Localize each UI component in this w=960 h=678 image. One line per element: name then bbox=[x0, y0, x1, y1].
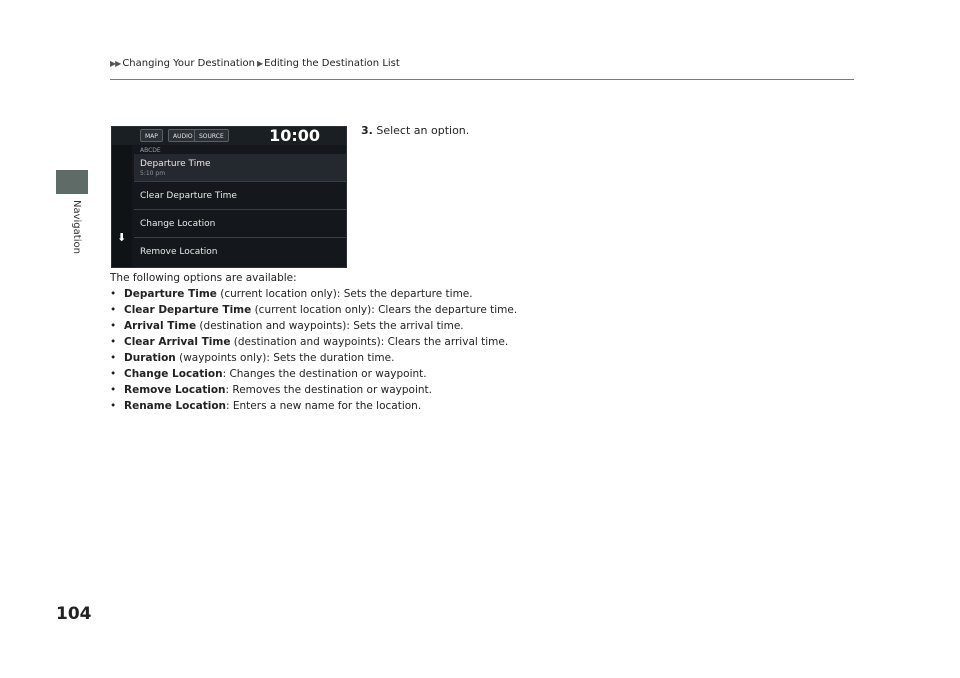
screen-item-sub: 5:10 pm bbox=[140, 169, 166, 177]
screen-list-item bbox=[134, 182, 346, 210]
option-title: Duration bbox=[124, 352, 176, 364]
option-item bbox=[110, 398, 810, 414]
option-desc: (current location only): Clears the departure time. bbox=[251, 304, 518, 316]
option-title: Arrival Time bbox=[124, 320, 197, 332]
source-button: SOURCE bbox=[194, 129, 229, 142]
option-item bbox=[110, 382, 810, 398]
options-intro: The following options are available: bbox=[110, 272, 297, 284]
header-rule bbox=[110, 79, 854, 80]
bullet-icon: • bbox=[110, 288, 117, 300]
bullet-icon: • bbox=[110, 384, 117, 396]
breadcrumb-arrow-icon: ▶▶ bbox=[110, 59, 121, 68]
bullet-icon: • bbox=[110, 336, 117, 348]
bullet-icon: • bbox=[110, 352, 117, 364]
screen-item-label: Remove Location bbox=[140, 247, 218, 257]
option-item bbox=[110, 350, 810, 366]
screen-item-label: Change Location bbox=[140, 218, 216, 229]
step-instruction bbox=[361, 124, 469, 137]
breadcrumb-part-2: Editing the Destination List bbox=[264, 58, 400, 69]
step-text: Select an option. bbox=[376, 124, 470, 137]
screen-list-item bbox=[134, 154, 346, 182]
map-button: MAP bbox=[140, 129, 163, 142]
option-desc: : Removes the destination or waypoint. bbox=[225, 384, 432, 396]
option-desc: : Changes the destination or waypoint. bbox=[222, 368, 427, 380]
bullet-icon: • bbox=[110, 368, 117, 380]
option-title: Clear Departure Time bbox=[124, 304, 252, 316]
screen-item-label: Clear Departure Time bbox=[140, 190, 237, 201]
options-description bbox=[110, 270, 810, 414]
step-number: 3. bbox=[361, 124, 373, 137]
nav-screen-image bbox=[111, 126, 347, 268]
option-title: Departure Time bbox=[124, 288, 217, 300]
screen-clock: 10:00 bbox=[269, 126, 320, 145]
option-desc: (current location only): Sets the departure time. bbox=[216, 288, 473, 300]
option-desc: (destination and waypoints): Clears the arrival time. bbox=[230, 336, 509, 348]
screen-list-header: ABCDE bbox=[140, 147, 161, 154]
screen-scroll-strip bbox=[112, 145, 132, 267]
bullet-icon: • bbox=[110, 304, 117, 316]
option-item bbox=[110, 302, 810, 318]
page-number: 104 bbox=[56, 604, 92, 624]
option-title: Clear Arrival Time bbox=[124, 336, 231, 348]
option-item bbox=[110, 286, 810, 302]
bullet-icon: • bbox=[110, 320, 117, 332]
section-tab bbox=[56, 170, 88, 194]
screen-list-item bbox=[134, 210, 346, 238]
breadcrumb bbox=[110, 58, 400, 69]
option-item bbox=[110, 334, 810, 350]
option-title: Remove Location bbox=[124, 384, 226, 396]
bullet-icon: • bbox=[110, 400, 117, 412]
screen-option-list bbox=[134, 154, 346, 266]
option-title: Rename Location bbox=[124, 400, 227, 412]
option-item bbox=[110, 366, 810, 382]
screen-item-label: Departure Time bbox=[140, 158, 211, 169]
option-title: Change Location bbox=[124, 368, 223, 380]
arrow-down-icon: ⬇ bbox=[117, 231, 127, 244]
option-item bbox=[110, 318, 810, 334]
option-desc: (destination and waypoints): Sets the arrival time. bbox=[196, 320, 464, 332]
screen-list-item bbox=[134, 238, 346, 266]
screen-top-bar bbox=[112, 127, 346, 145]
section-label: Navigation bbox=[71, 200, 82, 254]
option-desc: (waypoints only): Sets the duration time. bbox=[175, 352, 395, 364]
breadcrumb-part-1: Changing Your Destination bbox=[122, 58, 255, 69]
audio-button: AUDIO bbox=[168, 129, 198, 142]
option-desc: : Enters a new name for the location. bbox=[226, 400, 422, 412]
breadcrumb-arrow-icon: ▶ bbox=[257, 59, 263, 68]
